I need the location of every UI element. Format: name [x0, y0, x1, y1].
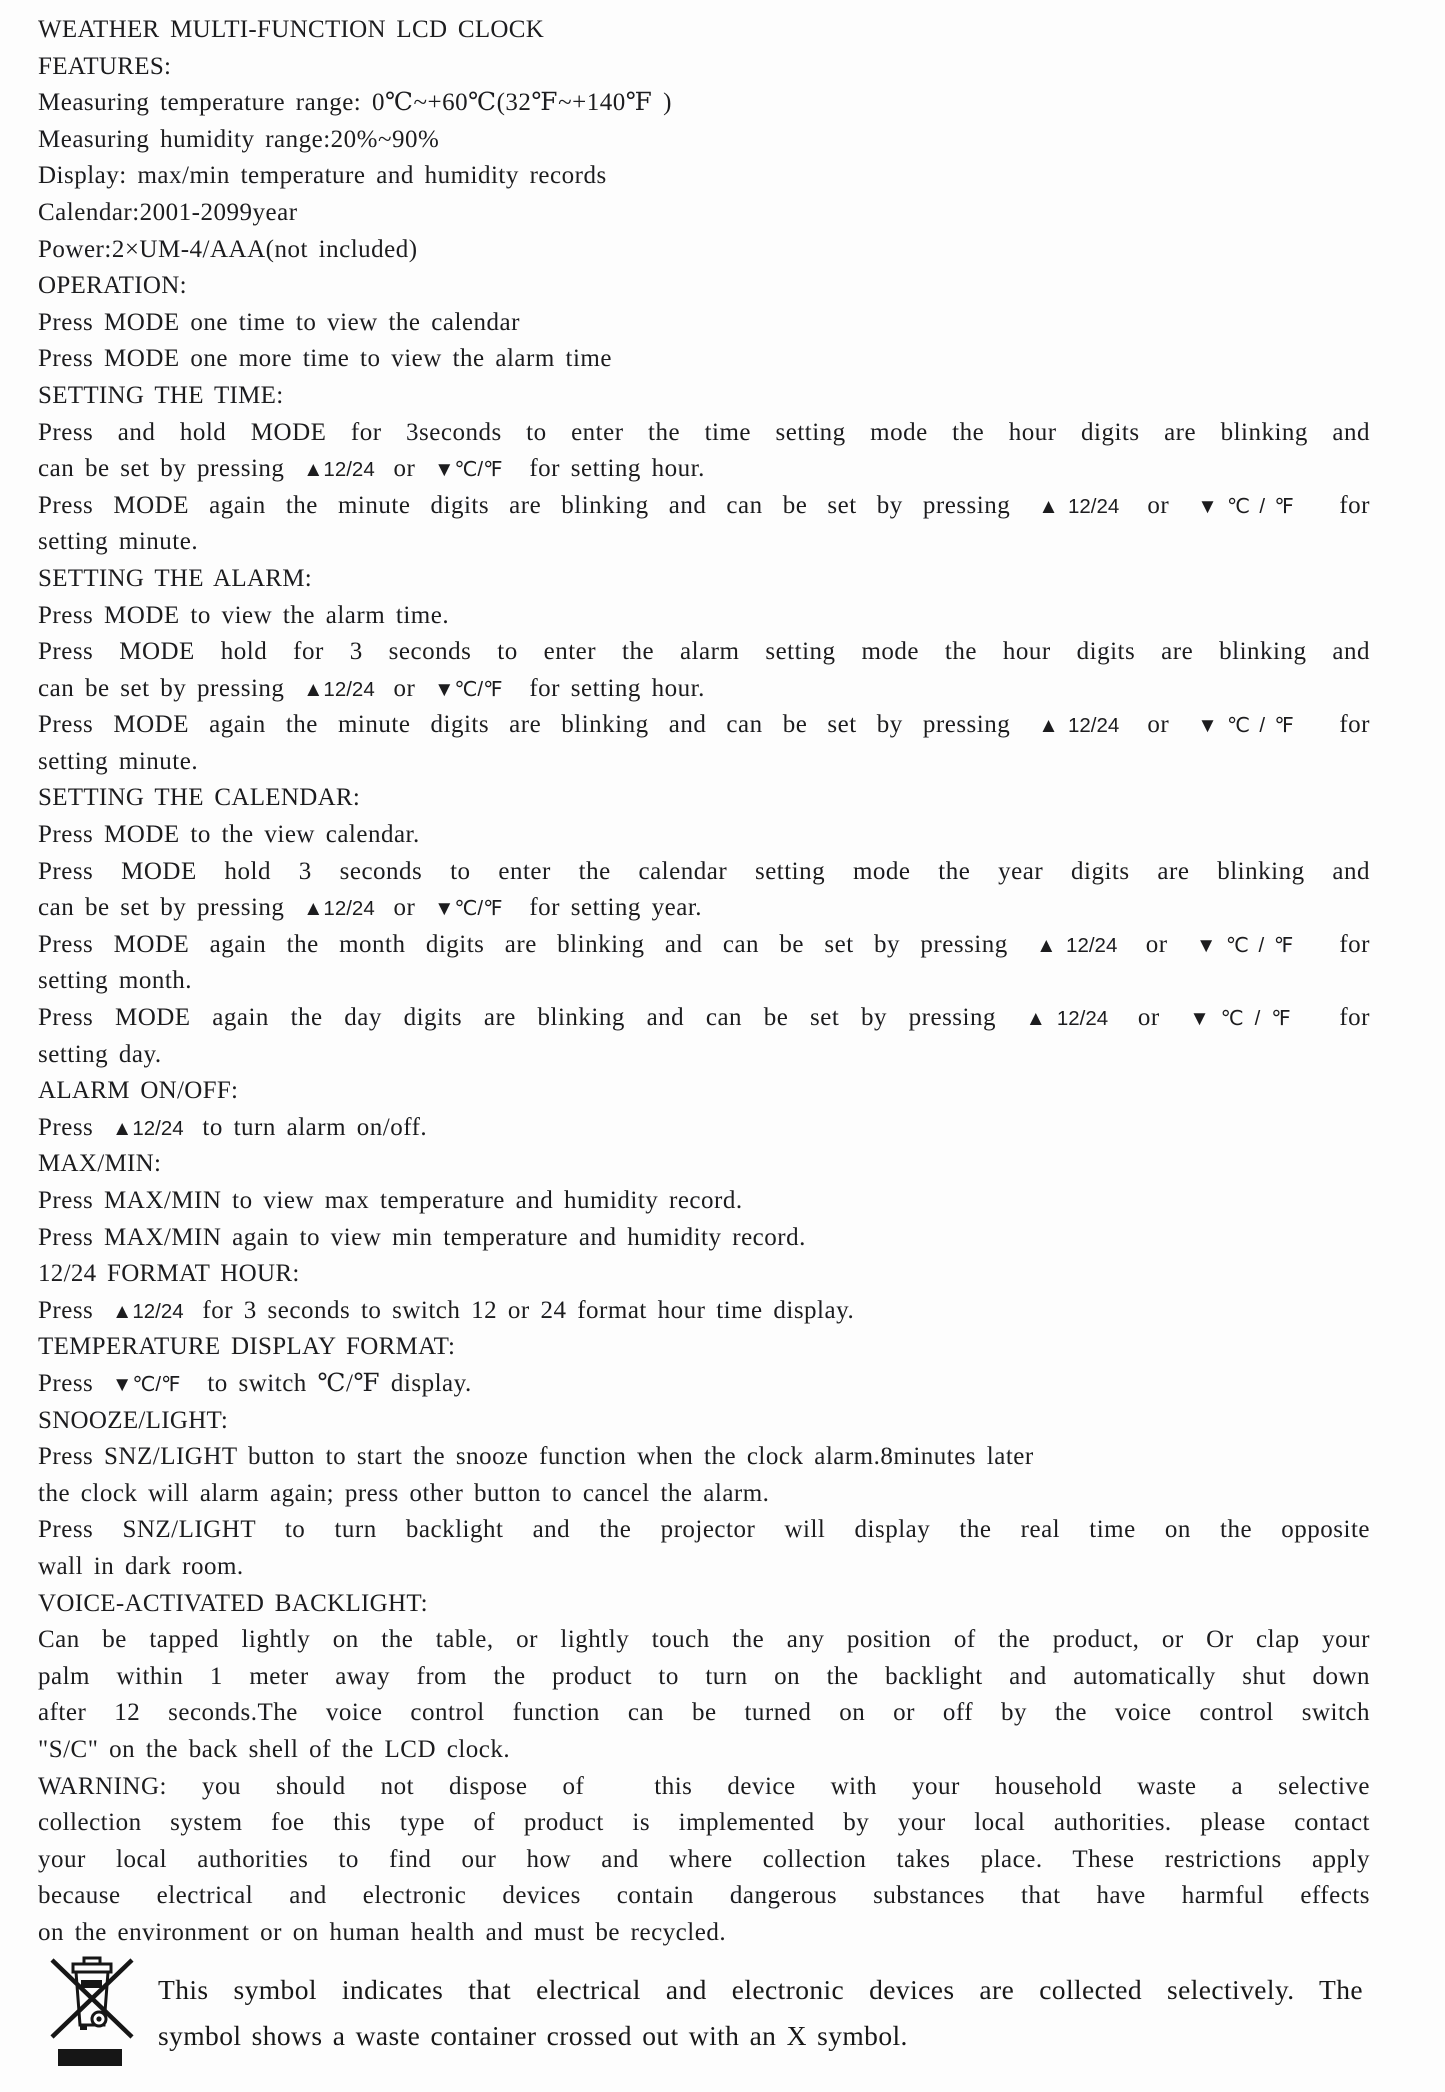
down-c-f-button-label: ▼℃/℉ — [1189, 1007, 1302, 1031]
down-c-f-button-label: ▼℃/℉ — [1197, 714, 1304, 738]
text-line: setting minute. — [38, 747, 199, 775]
section-heading: MAX/MIN: — [38, 1150, 162, 1178]
text-line: wall in dark room. — [38, 1552, 244, 1580]
text-line: Press ▲12/24 for 3 seconds to switch 12 or 24 format hour time display. — [38, 1296, 855, 1324]
up-12-24-button-label: ▲12/24 — [303, 458, 375, 482]
text-line: Display: max/min temperature and humidity records — [38, 162, 607, 190]
text-line: Press MODE hold for 3 seconds to enter the alarm setting mode the hour digits are blinking and — [38, 638, 1370, 666]
down-c-f-button-label: ▼℃/℉ — [112, 1372, 181, 1396]
down-c-f-button-label: ▼℃/℉ — [434, 458, 503, 482]
section-heading: SETTING THE CALENDAR: — [38, 784, 361, 812]
text-line: Press ▲12/24 to turn alarm on/off. — [38, 1113, 428, 1141]
text-line: after 12 seconds.The voice control function can be turned on or off by the voice control switch — [38, 1699, 1370, 1727]
down-c-f-button-label: ▼℃/℉ — [1195, 933, 1303, 957]
up-12-24-button-label: ▲12/24 — [1038, 714, 1120, 738]
weee-crossed-bin-icon — [46, 1953, 138, 2073]
text-line: Press SNZ/LIGHT button to start the snooze function when the clock alarm.8minutes later — [38, 1443, 1034, 1471]
text-line: palm within 1 meter away from the product to turn on the backlight and automatically shut down — [38, 1662, 1370, 1690]
up-12-24-button-label: ▲12/24 — [1025, 1007, 1109, 1031]
up-12-24-button-label: ▲12/24 — [112, 1116, 184, 1140]
down-c-f-button-label: ▼℃/℉ — [434, 677, 503, 701]
up-12-24-button-label: ▲12/24 — [1038, 494, 1120, 518]
text-line: Power:2×UM-4/AAA(not included) — [38, 235, 418, 263]
up-12-24-button-label: ▲12/24 — [303, 897, 375, 921]
section-heading: FEATURES: — [38, 52, 172, 80]
section-heading: OPERATION: — [38, 272, 187, 300]
text-line: Press SNZ/LIGHT to turn backlight and the projector will display the real time on the opposite — [38, 1516, 1370, 1544]
text-line: Press MODE again the minute digits are blinking and can be set by pressing ▲12/24 or ▼℃/℉ for — [38, 491, 1370, 519]
text-line: Press MODE one more time to view the alarm time — [38, 345, 612, 373]
text-line: Press MODE one time to view the calendar — [38, 308, 520, 336]
section-heading: SETTING THE TIME: — [38, 381, 284, 409]
text-line: symbol shows a waste container crossed out with an X symbol. — [158, 2020, 908, 2052]
text-line: can be set by pressing ▲12/24 or ▼℃/℉ for setting year. — [38, 894, 703, 922]
section-heading: SNOOZE/LIGHT: — [38, 1406, 229, 1434]
text-line: WARNING: you should not dispose of this device with your household waste a selective — [38, 1772, 1370, 1800]
text-line: setting day. — [38, 1040, 162, 1068]
text-line: Can be tapped lightly on the table, or lightly touch the any position of the product, or Or clap your — [38, 1626, 1370, 1654]
text-line: the clock will alarm again; press other button to cancel the alarm. — [38, 1479, 770, 1507]
up-12-24-button-label: ▲12/24 — [303, 677, 375, 701]
text-line: can be set by pressing ▲12/24 or ▼℃/℉ for setting hour. — [38, 455, 705, 483]
section-heading: VOICE-ACTIVATED BACKLIGHT: — [38, 1589, 428, 1617]
text-line: This symbol indicates that electrical and electronic devices are collected selectively. The — [158, 1974, 1363, 2006]
text-line: your local authorities to find our how and where collection takes place. These restrictions apply — [38, 1845, 1370, 1873]
text-line: because electrical and electronic devices contain dangerous substances that have harmful effects — [38, 1882, 1370, 1910]
text-line: "S/C" on the back shell of the LCD clock. — [38, 1735, 511, 1763]
text-line: Measuring temperature range: 0℃~+60℃(32℉~+140℉ ) — [38, 89, 672, 117]
text-line: Press MODE to view the alarm time. — [38, 601, 450, 629]
text-line: collection system foe this type of product is implemented by your local authorities. please contact — [38, 1809, 1370, 1837]
section-heading: ALARM ON/OFF: — [38, 1077, 239, 1105]
section-heading: SETTING THE ALARM: — [38, 564, 313, 592]
text-line: Press MAX/MIN to view max temperature and humidity record. — [38, 1187, 743, 1214]
text-line: setting month. — [38, 967, 193, 995]
text-line: Press MODE again the minute digits are blinking and can be set by pressing ▲12/24 or ▼℃/℉ for — [38, 711, 1370, 739]
down-c-f-button-label: ▼℃/℉ — [1197, 494, 1304, 518]
text-line: Press ▼℃/℉ to switch ℃/℉ display. — [38, 1369, 472, 1397]
page-title: WEATHER MULTI-FUNCTION LCD CLOCK — [38, 16, 545, 43]
text-line: Press MODE again the month digits are blinking and can be set by pressing ▲12/24 or ▼℃/℉ for — [38, 930, 1370, 958]
text-line: Press and hold MODE for 3seconds to enter the time setting mode the hour digits are blinking and — [38, 418, 1370, 446]
section-heading: 12/24 FORMAT HOUR: — [38, 1260, 300, 1288]
text-line: Press MAX/MIN again to view min temperature and humidity record. — [38, 1223, 806, 1251]
section-heading: TEMPERATURE DISPLAY FORMAT: — [38, 1333, 456, 1361]
weee-note — [0, 1953, 1445, 2073]
underline-bar — [58, 2049, 122, 2066]
text-line: Calendar:2001-2099year — [38, 198, 298, 226]
weee-footnote — [158, 1953, 1363, 2059]
up-12-24-button-label: ▲12/24 — [1036, 933, 1118, 957]
bin-stripe — [81, 1980, 102, 1988]
text-line: Press MODE hold 3 seconds to enter the calendar setting mode the year digits are blinking and — [38, 857, 1370, 885]
up-12-24-button-label: ▲12/24 — [112, 1299, 184, 1323]
text-line: Press MODE again the day digits are blinking and can be set by pressing ▲12/24 or ▼℃/℉ for — [38, 1004, 1370, 1032]
text-line: can be set by pressing ▲12/24 or ▼℃/℉ for setting hour. — [38, 674, 705, 702]
text-line: on the environment or on human health and must be recycled. — [38, 1918, 727, 1946]
text-line: setting minute. — [38, 528, 199, 556]
down-c-f-button-label: ▼℃/℉ — [434, 897, 503, 921]
text-line: Measuring humidity range:20%~90% — [38, 125, 440, 153]
text-line: Press MODE to the view calendar. — [38, 821, 420, 849]
